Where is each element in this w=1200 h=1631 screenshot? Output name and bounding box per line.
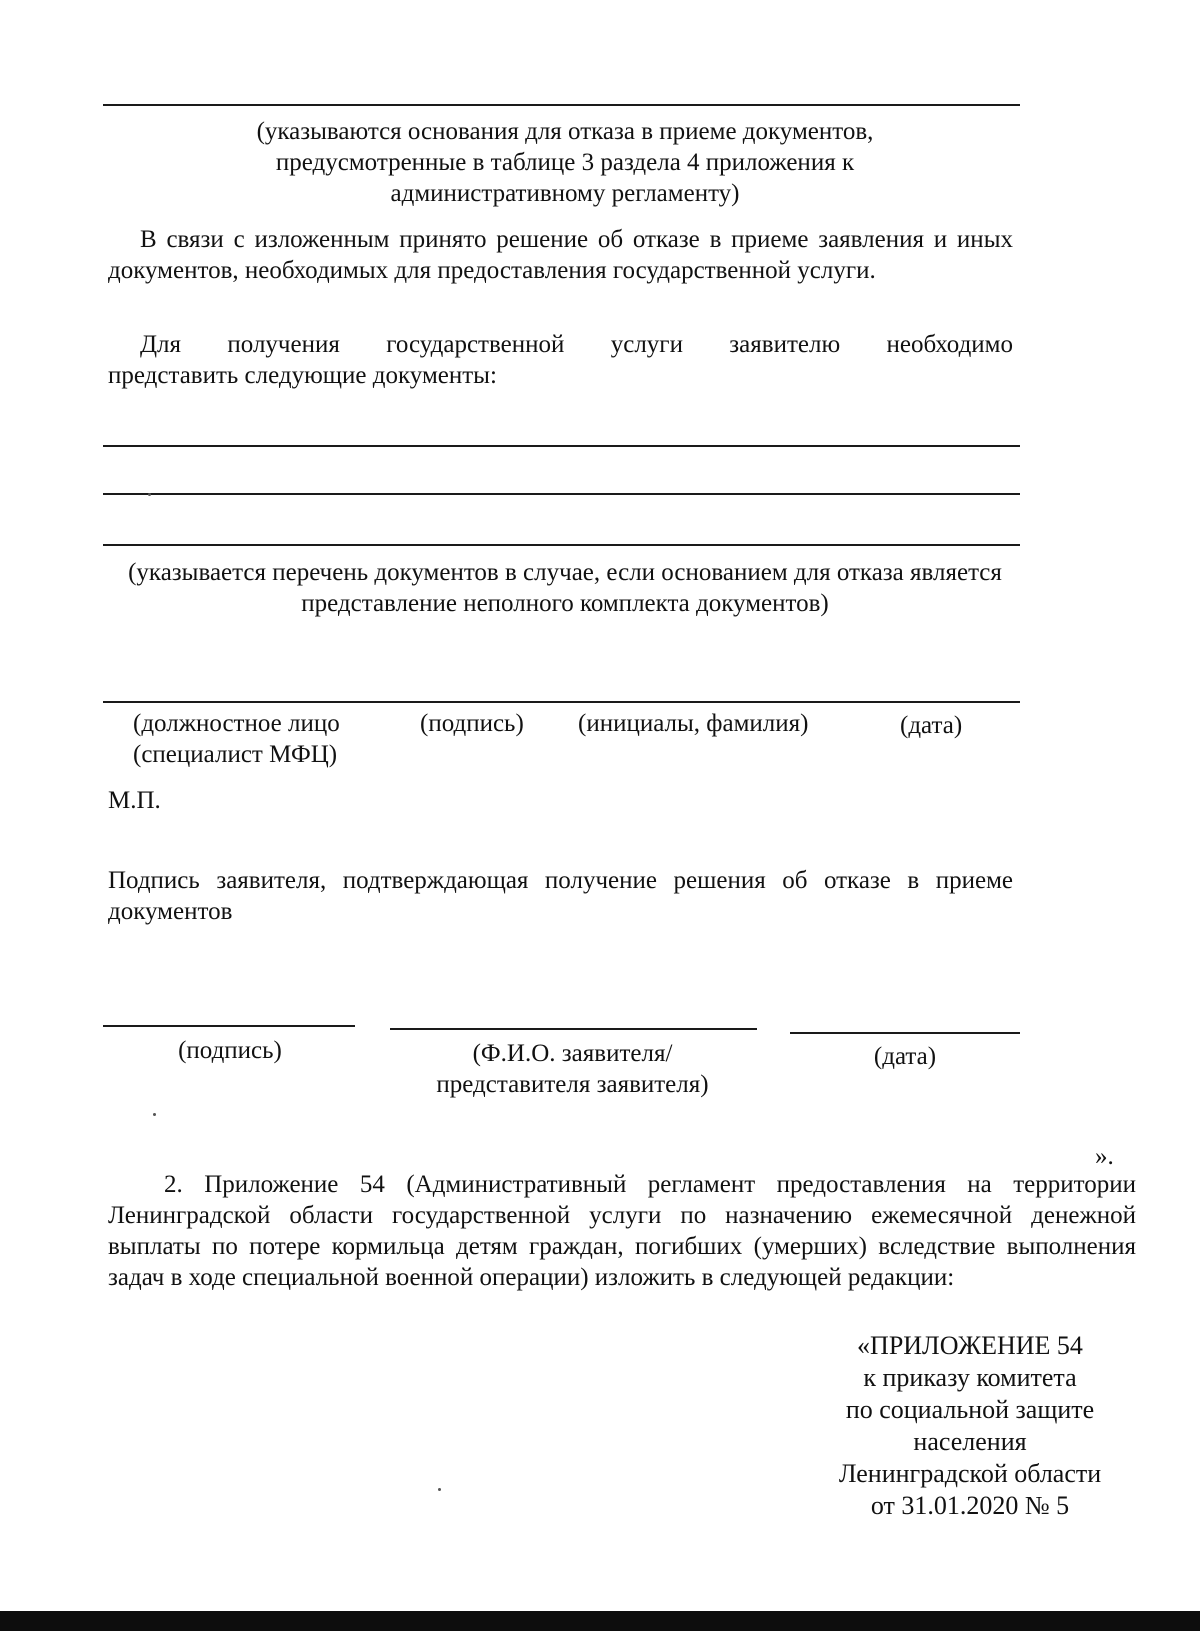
official-position-label: (должностное лицо (специалист МФЦ) [133,710,340,768]
scan-edge-bar [0,1611,1200,1631]
applicant-date-line [790,1032,1020,1034]
appendix-line3: по социальной защите [845,1395,1095,1424]
required-docs-line1: Для получения государственной услуги заявителю необходимо [140,331,1013,358]
applicant-signature-label: (подпись) [178,1037,282,1064]
docs-fill-line-3 [103,544,1020,546]
appendix-line6: от 31.01.2020 № 5 [870,1491,1070,1520]
decision-paragraph: В связи с изложенным принято решение об отказе в приеме заявления и иных документов, необходимых для предоставления государственной услуги. [108,226,1013,284]
applicant-date-label: (дата) [873,1043,937,1070]
item2-paragraph: 2. Приложение 54 (Административный регламент предоставления на территории Ленинградской области государственной услуги по назначению ежемесячной денежной выплаты по потере кормильца детям граждан, погибших (умерших) вследствие выполнения задач в ходе специальной военной операции) изложить в следующей редакции: [108,1171,1136,1291]
seal-label: М.П. [108,787,161,814]
docs-caption: (указывается перечень документов в случае, если основанием для отказа является представление неполного комплекта документов) [128,559,1002,617]
appendix-line2: к приказу комитета [863,1363,1077,1392]
official-signature-label: (подпись) [420,710,524,737]
official-name-label: (инициалы, фамилия) [578,710,809,737]
closing-quote: ». [1095,1143,1114,1170]
applicant-name-label: (Ф.И.О. заявителя/представителя заявителя) [436,1040,709,1098]
docs-fill-line-1 [103,445,1020,447]
docs-fill-line-2 [103,493,1020,495]
scan-speck [438,1488,441,1491]
official-date-label: (дата) [900,712,963,739]
scan-speck [148,493,151,496]
reasons-fill-line [103,104,1020,106]
reasons-caption: (указываются основания для отказа в приеме документов, предусмотренные в таблице 3 раздела 4 приложения к административному регламенту) [256,118,874,207]
appendix-line5: Ленинградской области [838,1459,1102,1488]
appendix-title: «ПРИЛОЖЕНИЕ 54 [857,1331,1083,1360]
official-signature-line [103,701,1020,703]
appendix-line4: населения [913,1427,1027,1456]
applicant-intro: Подпись заявителя, подтверждающая получение решения об отказе в приеме документов [108,867,1013,925]
scan-speck [153,1113,156,1116]
applicant-name-line [390,1028,757,1030]
appendix-header [810,1330,1130,1522]
required-docs-line2: представить следующие документы: [108,362,497,389]
applicant-signature-line [103,1025,355,1027]
